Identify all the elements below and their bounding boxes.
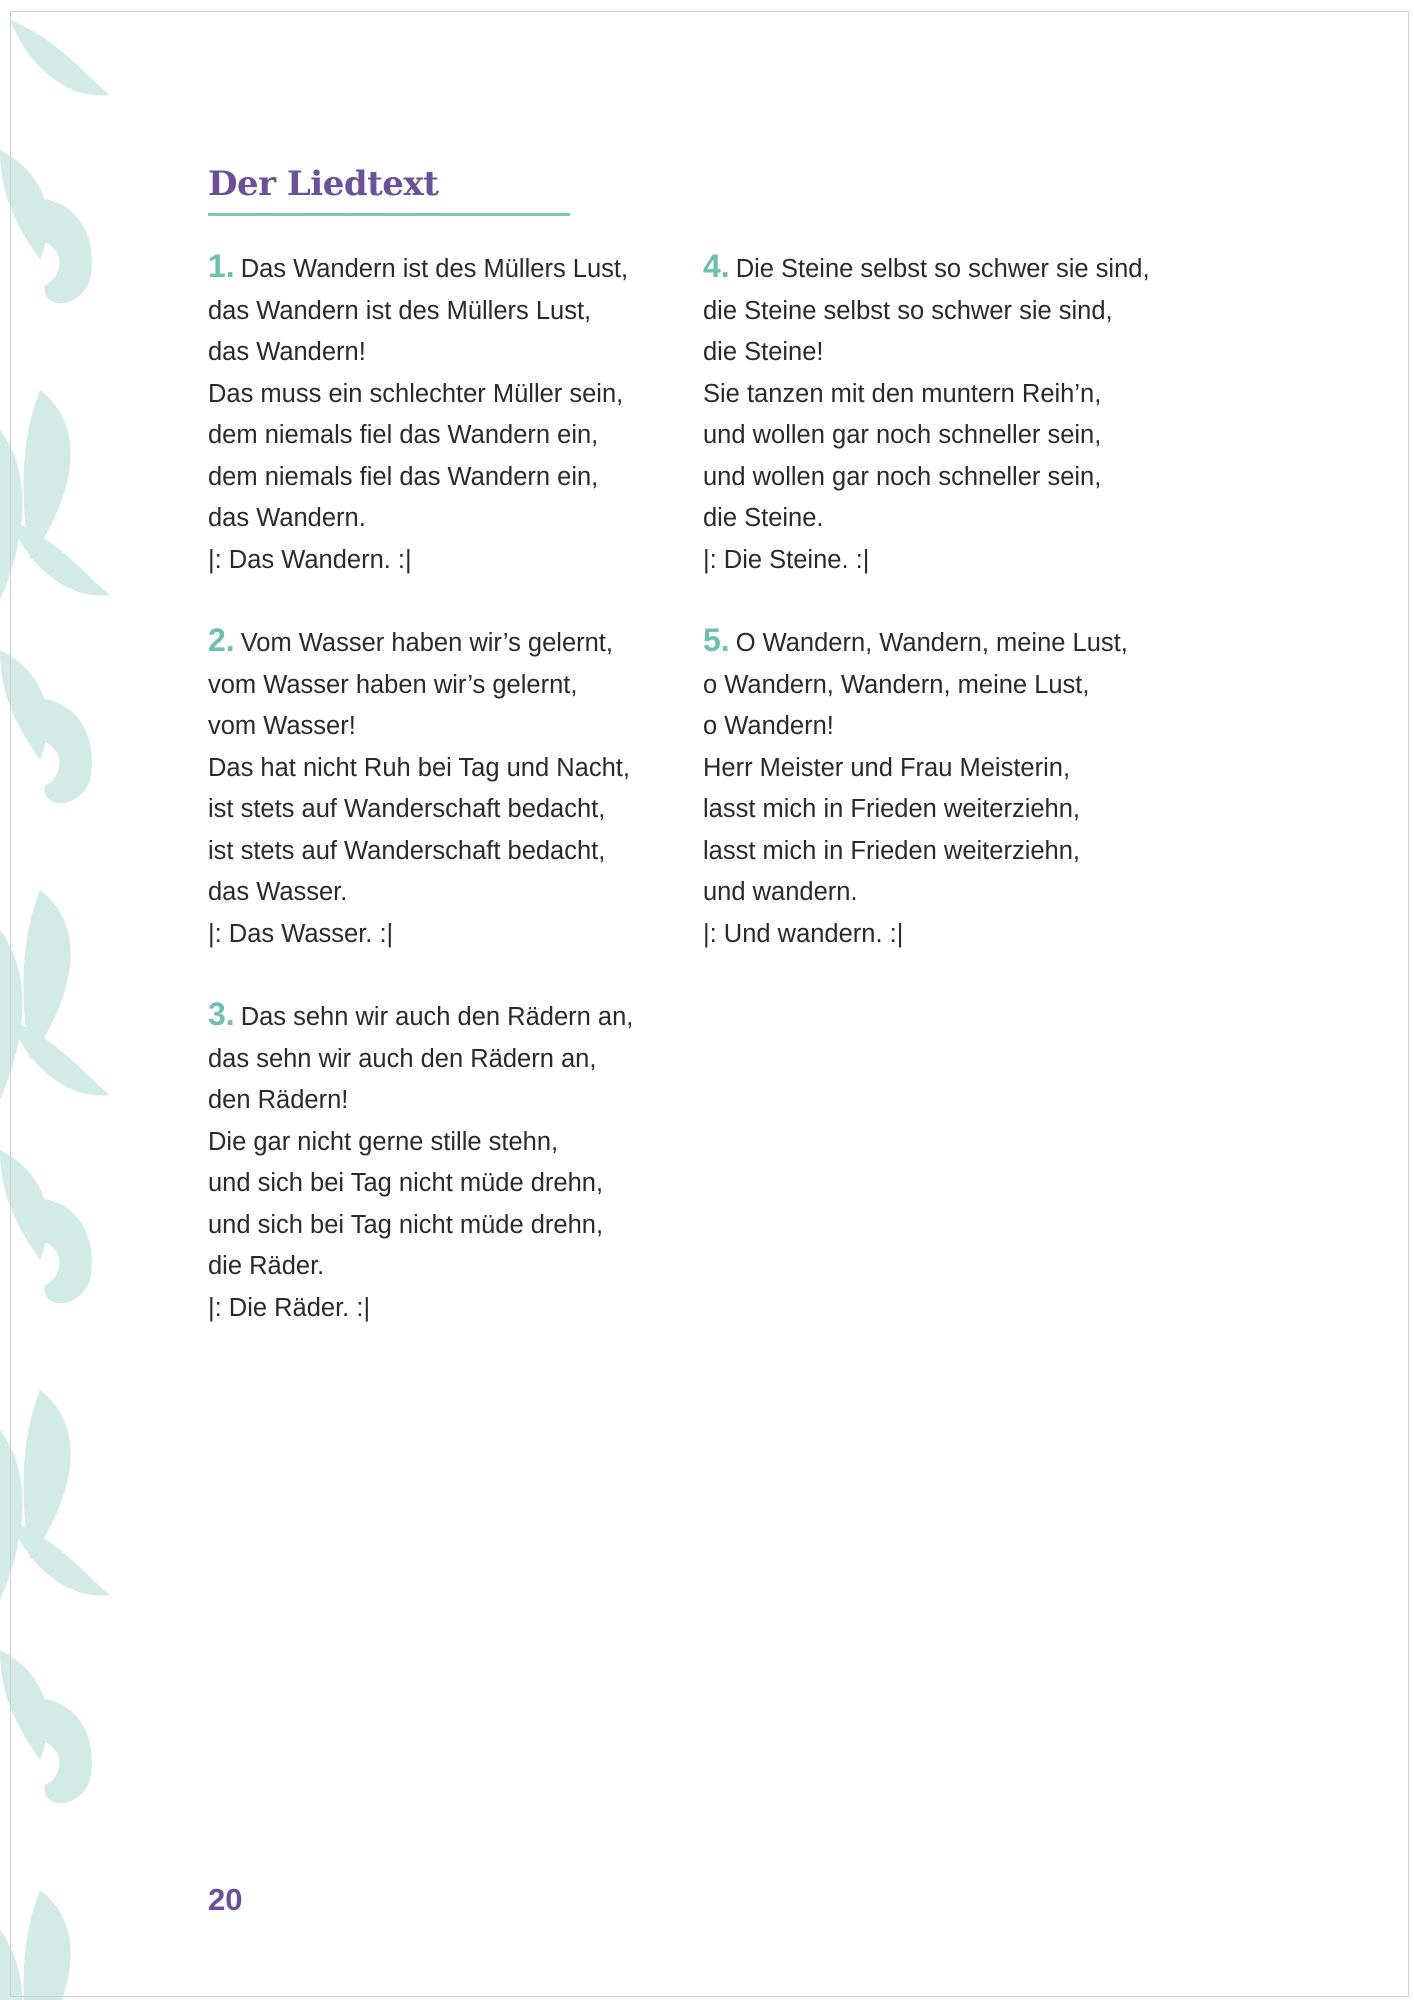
verse-line-text: Vom Wasser haben wir’s gelernt, — [240, 629, 613, 657]
verse-line: lasst mich in Frieden weiterziehn, — [703, 836, 1080, 865]
verse-line: |: Und wandern. :| — [703, 919, 904, 948]
verse-line: Das hat nicht Ruh bei Tag und Nacht, — [208, 753, 630, 782]
verse-line — [703, 246, 1150, 291]
verse-line: das Wandern! — [208, 338, 366, 366]
verse-line: |: Die Steine. :| — [703, 545, 870, 574]
page-title: Der Liedtext — [208, 164, 439, 204]
verse-line-text: Das Wandern ist des Müllers Lust, — [240, 255, 629, 283]
verse-line: ist stets auf Wanderschaft bedacht, — [208, 836, 606, 865]
verse-line: den Rädern! — [208, 1086, 349, 1114]
verse-4 — [703, 246, 1150, 581]
verse-line: das Wandern. — [208, 504, 366, 532]
verse-number: 4. — [703, 248, 730, 284]
verse-line: |: Das Wasser. :| — [208, 919, 394, 948]
verse-line: und sich bei Tag nicht müde drehn, — [208, 1169, 604, 1197]
verse-line: ist stets auf Wanderschaft bedacht, — [208, 795, 606, 823]
verse-line-text: O Wandern, Wandern, meine Lust, — [735, 629, 1128, 657]
verse-number: 5. — [703, 622, 730, 658]
verse-line: o Wandern, Wandern, meine Lust, — [703, 670, 1090, 699]
verse-3 — [208, 994, 633, 1329]
verse-line — [208, 246, 628, 291]
verse-line: Herr Meister und Frau Meisterin, — [703, 753, 1071, 782]
verse-line — [208, 994, 633, 1039]
verse-line: und wollen gar noch schneller sein, — [703, 462, 1102, 491]
verse-line: vom Wasser! — [208, 712, 356, 740]
verse-line: Sie tanzen mit den muntern Reih’n, — [703, 379, 1102, 408]
verse-line: und sich bei Tag nicht müde drehn, — [208, 1210, 604, 1239]
verse-line: Die gar nicht gerne stille stehn, — [208, 1127, 559, 1156]
verse-line — [703, 620, 1128, 665]
verse-line-text: Die Steine selbst so schwer sie sind, — [735, 255, 1150, 283]
verse-line: und wollen gar noch schneller sein, — [703, 421, 1102, 449]
verse-line: dem niemals fiel das Wandern ein, — [208, 462, 599, 491]
title-underline — [208, 213, 570, 216]
verse-line: die Räder. — [208, 1252, 325, 1280]
verse-number: 1. — [208, 248, 235, 284]
verse-line: lasst mich in Frieden weiterziehn, — [703, 795, 1080, 823]
verse-line: |: Das Wandern. :| — [208, 545, 412, 574]
verse-line: die Steine! — [703, 338, 824, 366]
verse-line: das Wasser. — [208, 878, 348, 906]
verse-number: 3. — [208, 996, 235, 1032]
verse-line-text: Das sehn wir auch den Rädern an, — [240, 1003, 634, 1031]
verse-2 — [208, 620, 630, 955]
verse-line: dem niemals fiel das Wandern ein, — [208, 421, 599, 449]
verse-line — [208, 620, 630, 665]
verse-line: die Steine selbst so schwer sie sind, — [703, 296, 1113, 325]
verse-line: |: Die Räder. :| — [208, 1293, 371, 1322]
verse-line: und wandern. — [703, 878, 858, 906]
page-number: 20 — [208, 1882, 243, 1917]
verse-1 — [208, 246, 628, 581]
verse-5 — [703, 620, 1128, 955]
verse-line: das Wandern ist des Müllers Lust, — [208, 296, 592, 325]
verse-number: 2. — [208, 622, 235, 658]
verse-line: die Steine. — [703, 504, 824, 532]
verse-line: o Wandern! — [703, 712, 834, 740]
verse-line: das sehn wir auch den Rädern an, — [208, 1044, 597, 1073]
verse-line: Das muss ein schlechter Müller sein, — [208, 379, 624, 408]
verse-line: vom Wasser haben wir’s gelernt, — [208, 670, 578, 699]
